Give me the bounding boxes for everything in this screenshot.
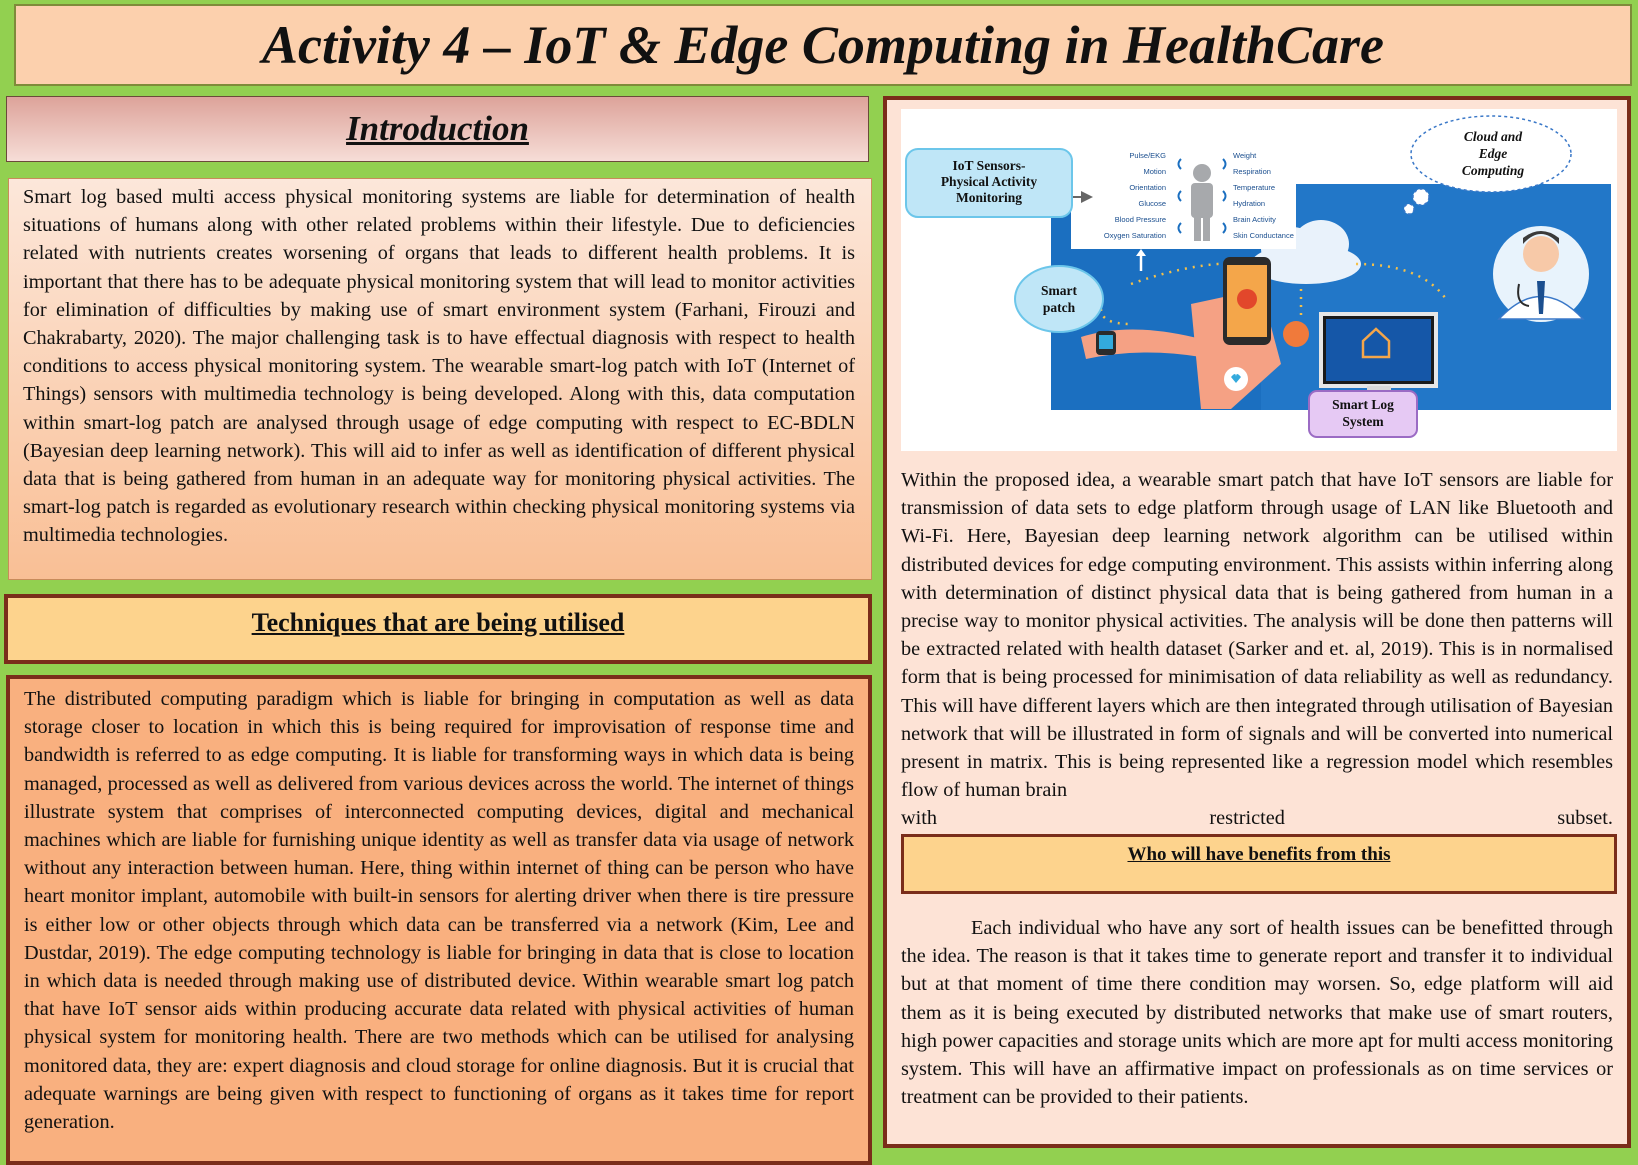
benefits-section [901,914,1613,1111]
iot-diagram [901,109,1617,451]
smart-patch-bubble [1015,266,1103,332]
log-label-line-0: Smart Log [1332,397,1394,412]
left-metric-3: Glucose [1138,199,1166,208]
introduction-heading: Introduction [346,109,529,148]
cloud-label-line-2: Computing [1461,163,1525,178]
cloud-label-line-1: Edge [1478,146,1508,161]
introduction-heading-box [6,96,869,162]
page-title: Activity 4 – IoT & Edge Computing in HealthCare [261,15,1385,75]
title-banner [14,4,1632,86]
sensors-label-line-0: IoT Sensors- [952,158,1026,173]
sensors-label-line-2: Monitoring [956,190,1022,205]
benefits-heading: Who will have benefits from this [1127,844,1391,865]
doctor-icon [1493,226,1589,322]
log-label-line-1: System [1342,414,1384,429]
proposed-idea-last-line: with restricted subset. [901,807,1613,830]
introduction-section [8,178,872,580]
like-badge-icon [1283,321,1309,347]
cloud-label-line-0: Cloud and [1463,129,1523,144]
right-panel [883,96,1631,1148]
introduction-text: Smart log based multi access physical monitoring systems are liable for determination of health situations of humans along with other related problems within their lifestyle. Due to deficiencies related with nutrients creates worsening of organs that leads to different health problems. It is important that there has to be adequate physical monitoring system that will lead to monitor activities for elimination of difficulties by making use of smart environment system (Farhani, Firouzi and Chakrabarty, 2020). The major challenging task is to have effectual diagnosis with respect to health conditions to access physical monitoring system. The wearable smart-log patch with IoT (Internet of Things) sensors with multimedia technology is being developed. Along with this, data computation within smart-log patch are analysed through usage of edge computing with respect to EC-BDLN (Bayesian deep learning network). This will aid to infer as well as identification of different physical data that is being gathered from human in an adequate way for monitoring physical activities. The smart-log patch is regarded as evolutionary research within checking physical monitoring systems via multimedia technologies. [23,186,855,547]
benefits-text: Each individual who have any sort of health issues can be benefitted through the idea. The reason is that it takes time to generate report and transfer it to individual but at that moment of time there condition may worsen. So, edge platform will aid them as it is being executed by distributed networks that make use of smart routers, high power capacities and storage units which are more apt for multi access monitoring system. This will have an affirmative impact on professionals as on time services or treatment can be provided to their patients. [901,917,1613,1109]
left-metric-2: Orientation [1129,183,1166,192]
right-metric-3: Hydration [1233,199,1266,208]
iot-diagram-illustration [901,109,1617,451]
right-metric-5: Skin Conductance [1233,231,1294,240]
right-metric-1: Respiration [1233,167,1271,176]
techniques-heading: Techniques that are being utilised [251,608,625,637]
right-metric-4: Brain Activity [1233,215,1276,224]
sensors-label-line-1: Physical Activity [940,174,1038,189]
left-metric-1: Motion [1143,167,1166,176]
techniques-section [6,675,872,1165]
right-metric-0: Weight [1233,151,1257,160]
techniques-heading-box [4,594,872,664]
right-metric-2: Temperature [1233,183,1276,192]
techniques-text: The distributed computing paradigm which is liable for bringing in computation as well as data storage closer to location in which this is being required for improvisation of response time and bandwidth is referred to as edge computing. It is liable for transforming ways in which data is being managed, processed as well as delivered from various devices across the world. The internet of things illustrate system that comprises of interconnected computing devices, digital and mechanical machines which are liable for furnishing unique identity as well as transfer data via usage of network without any interaction between human. Here, thing within internet of thing can be person who have heart monitor implant, automobile with built-in sensors for alerting driver when there is tire pressure is either low or other objects through which data can be transferred via a network (Kim, Lee and Dustdar, 2019). The edge computing technology is liable for bringing in data that is close to location in which data is needed through making use of distributed device. Within wearable smart log patch that have IoT sensor aids within producing accurate data related with physical activities of human physical system for monitoring health. There are two methods which can be utilised for analysing monitored data, they are: expert diagnosis and cloud storage for online diagnosis. But it is crucial that adequate warnings are being given with respect to functioning of organs as it takes time for report generation. [24,688,854,1134]
proposed-idea-section [901,466,1613,833]
left-metric-4: Blood Pressure [1114,215,1166,224]
left-metric-5: Oxygen Saturation [1103,231,1166,240]
patch-label-line-1: patch [1042,300,1076,315]
monitor-home-icon [1321,314,1436,396]
left-metric-0: Pulse/EKG [1129,151,1166,160]
patch-label-line-0: Smart [1041,283,1077,298]
proposed-idea-text: Within the proposed idea, a wearable smart patch that have IoT sensors are liable for transmission of data sets to edge platform through usage of LAN like Bluetooth and Wi-Fi. Here, Bayesian deep learning network algorithm can be utilised within distributed devices for edge computing environment. This assists within inferring along with determination of distinct physical data that is being gathered from human in a precise way to monitor physical activities. The analysis will be done then patterns will be extracted related with health dataset (Sarker and et. al, 2019). This is in normalised form that is being processed for minimisation of data reliability as well as redundancy. This will have different layers which are then integrated through utilisation of Bayesian network that will be illustrated in form of signals and will be converted into numerical present in matrix. This is being represented like a regression model which resembles flow of human brain [901,469,1613,802]
benefits-heading-box [901,834,1617,894]
